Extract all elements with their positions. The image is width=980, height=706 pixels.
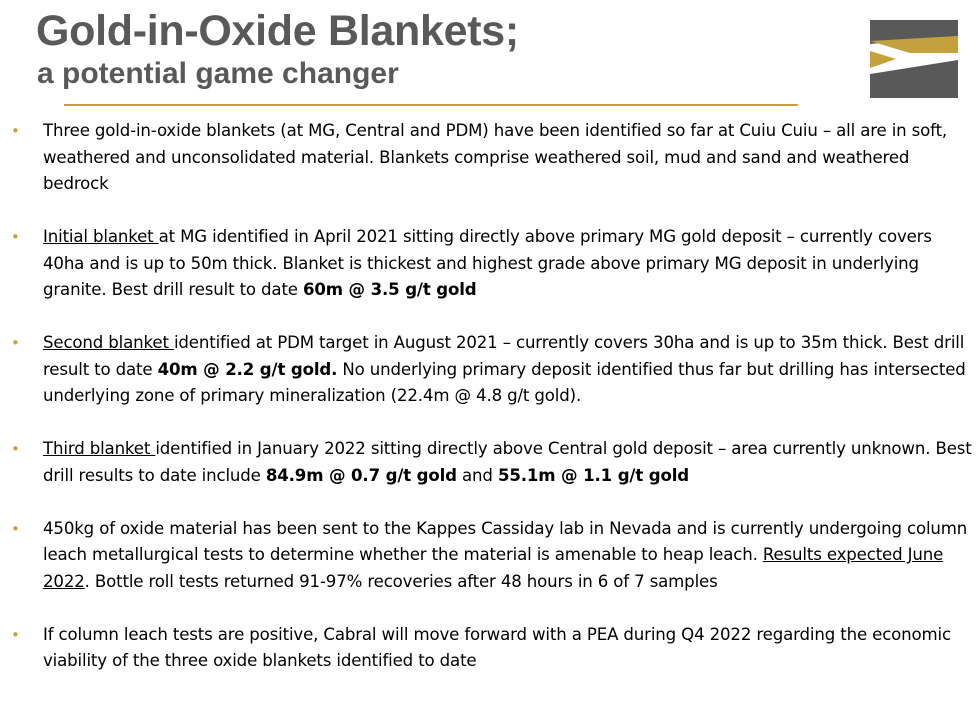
drill-result-highlight: 84.9m @ 0.7 g/t gold	[265, 465, 457, 485]
bullet-text: identified in January 2022 sitting directly above Central gold deposit – area currently unknown. Best drill results to date include	[43, 439, 972, 485]
bullet-text: at MG identified in April 2021 sitting directly above primary MG gold deposit – currently covers 40ha and is up to 50m thick. Blanket is thickest and highest grade above primary MG deposit in underlying granite. Best drill result to date	[43, 227, 932, 299]
drill-result-highlight: 60m @ 3.5 g/t gold	[303, 280, 477, 299]
page-subtitle: a potential game changer	[37, 57, 399, 90]
bullet-item-initial-blanket	[0, 224, 980, 304]
results-expected-label: Results expected June 2022	[43, 545, 944, 591]
bullet-text: 450kg of oxide material has been sent to the Kappes Cassiday lab in Nevada and is currently undergoing column leach metallurgical tests to determine whether the material is amenable to heap leach.	[43, 518, 968, 564]
bullet-item-pea-plan	[0, 622, 980, 675]
bullet-text: If column leach tests are positive, Cabral will move forward with a PEA during Q4 2022 regarding the economic viability of the three oxide blankets identified to date	[43, 624, 951, 670]
bullet-text-continued: No underlying primary deposit identified thus far but drilling has intersected underlying zone of primary mineralization (22.4m @ 4.8 g/t gold).	[43, 359, 966, 405]
bullet-marker: •	[11, 519, 20, 538]
bullet-marker: •	[11, 228, 20, 246]
bullet-text-continued: . Bottle roll tests returned 91-97% recoveries after 48 hours in 6 of 7 samples	[84, 571, 718, 591]
bullet-text: Three gold-in-oxide blankets (at MG, Central and PDM) have been identified so far at Cuiu Cuiu – all are in soft, weathered and unconsolidated material. Blankets comprise weathered soil, mud and sand and weathered bedrock	[43, 121, 948, 193]
bullet-marker: •	[11, 625, 20, 644]
bullet-lead-label: Second blanket	[43, 333, 174, 352]
drill-result-highlight: 40m @ 2.2 g/t gold.	[157, 359, 338, 379]
bullet-item-overview	[0, 118, 980, 198]
company-logo-icon	[866, 20, 958, 98]
title-divider	[64, 104, 798, 106]
bullet-item-second-blanket	[0, 330, 980, 410]
bullet-marker: •	[11, 334, 20, 352]
bullet-text: identified at PDM target in August 2021 – currently covers 30ha and is up to 35m thick. Best drill result to date	[43, 333, 965, 379]
bullet-item-third-blanket	[0, 436, 980, 489]
page-title: Gold-in-Oxide Blankets;	[36, 7, 519, 55]
logo-gold-wedge	[870, 51, 896, 68]
bullet-lead-label: Initial blanket	[43, 227, 159, 246]
bullet-item-metallurgical-tests	[0, 516, 980, 596]
bullet-list	[0, 118, 980, 675]
logo-bottom-shape	[870, 60, 958, 98]
bullet-lead-label: Third blanket	[43, 439, 156, 458]
bullet-marker: •	[11, 440, 20, 458]
drill-result-highlight: 55.1m @ 1.1 g/t gold	[497, 465, 689, 485]
bullet-text-connector: and	[456, 465, 498, 485]
bullet-marker: •	[11, 122, 20, 140]
